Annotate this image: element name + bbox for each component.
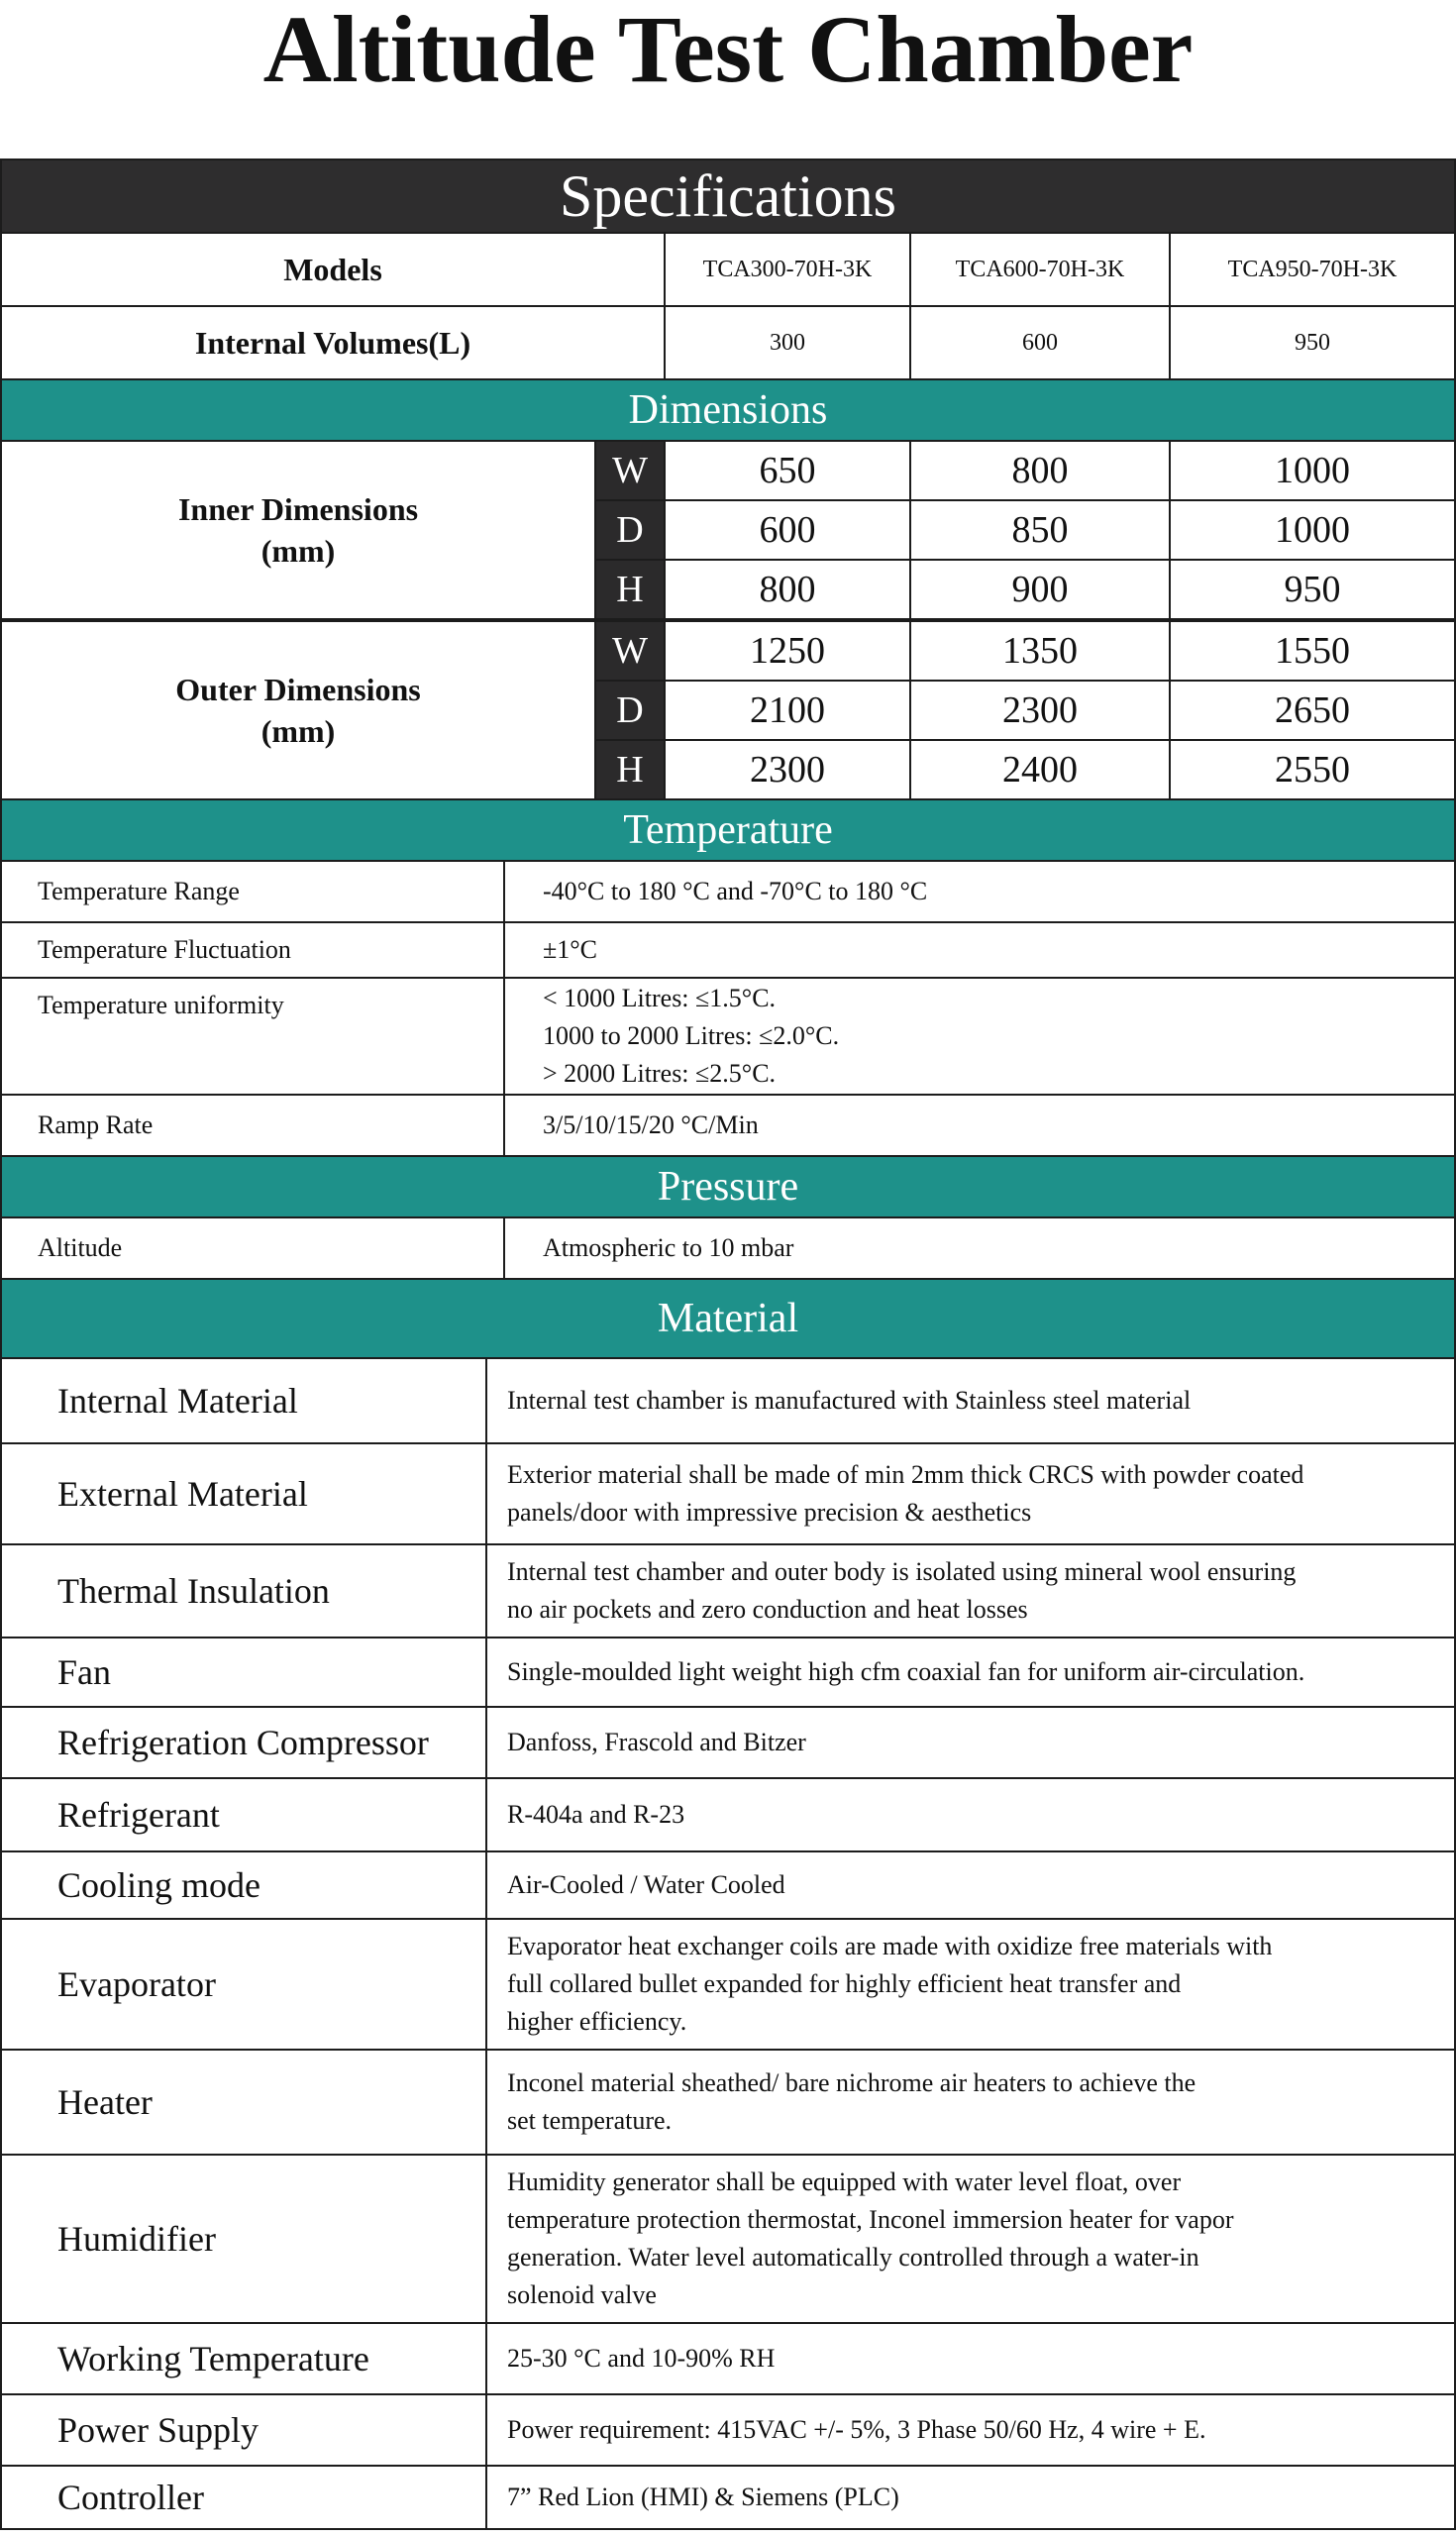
volume-value: 950 — [1169, 305, 1456, 380]
dimension-value: 650 — [664, 440, 911, 501]
internal-volumes-label: Internal Volumes(L) — [0, 305, 666, 380]
value-line: set temperature. — [507, 2106, 673, 2135]
material-row-label: Power Supply — [0, 2393, 487, 2467]
material-row-label: Humidifier — [0, 2154, 487, 2324]
value-line: 1000 to 2000 Litres: ≤2.0°C. — [543, 1021, 840, 1050]
material-row-value — [485, 1637, 1456, 1708]
models-label: Models — [0, 232, 666, 307]
axis-letter: H — [594, 559, 666, 620]
dimension-value: 1350 — [909, 620, 1171, 682]
material-row-value — [485, 2393, 1456, 2467]
dimension-value: 1550 — [1169, 620, 1456, 682]
material-row-value — [485, 2322, 1456, 2395]
value-line: R-404a and R-23 — [507, 1800, 685, 1829]
value-line: solenoid valve — [507, 2280, 657, 2309]
material-row-label: Fan — [0, 1637, 487, 1708]
temperature-heading: Temperature — [0, 798, 1456, 862]
temperature-row-label: Temperature uniformity — [0, 977, 505, 1096]
pressure-heading: Pressure — [0, 1155, 1456, 1218]
outer-dimensions-unit: (mm) — [260, 713, 336, 749]
axis-letter: D — [594, 680, 666, 741]
material-row-value — [485, 1850, 1456, 1920]
temperature-row-value: ±1°C — [503, 921, 1456, 979]
outer-dimensions-title: Outer Dimensions — [175, 672, 421, 707]
value-line: Exterior material shall be made of min 2mm thick CRCS with powder coated — [507, 1460, 1304, 1489]
specification-table — [0, 158, 1456, 2535]
value-line: Inconel material sheathed/ bare nichrome air heaters to achieve the — [507, 2068, 1196, 2097]
material-row-value — [485, 2154, 1456, 2324]
value-line: Danfoss, Frascold and Bitzer — [507, 1728, 806, 1756]
value-line: Air-Cooled / Water Cooled — [507, 1870, 785, 1899]
material-row-value — [485, 1357, 1456, 1444]
dimension-value: 850 — [909, 499, 1171, 561]
material-row-label: Heater — [0, 2049, 487, 2156]
model-name: TCA300-70H-3K — [664, 232, 911, 307]
material-row-label: Cooling mode — [0, 1850, 487, 1920]
model-name: TCA950-70H-3K — [1169, 232, 1456, 307]
value-line: Internal test chamber is manufactured with Stainless steel material — [507, 1386, 1192, 1415]
value-line: Single-moulded light weight high cfm coaxial fan for uniform air-circulation. — [507, 1657, 1305, 1686]
value-line: > 2000 Litres: ≤2.5°C. — [543, 1059, 777, 1088]
dimension-value: 1000 — [1169, 440, 1456, 501]
value-line: temperature protection thermostat, Inconel immersion heater for vapor — [507, 2205, 1234, 2234]
value-line: < 1000 Litres: ≤1.5°C. — [543, 984, 777, 1012]
value-line: Internal test chamber and outer body is isolated using mineral wool ensuring — [507, 1557, 1297, 1586]
axis-letter: D — [594, 499, 666, 561]
value-line: Evaporator heat exchanger coils are made with oxidize free materials with — [507, 1932, 1273, 1960]
material-row-value — [485, 1543, 1456, 1638]
dimension-value: 1000 — [1169, 499, 1456, 561]
material-row-value — [485, 1706, 1456, 1779]
page-title: Altitude Test Chamber — [262, 0, 1194, 102]
value-line: panels/door with impressive precision & aesthetics — [507, 1498, 1032, 1527]
dimension-value: 2650 — [1169, 680, 1456, 741]
inner-dimensions-label — [0, 440, 596, 620]
temperature-row-label: Temperature Range — [0, 860, 505, 923]
material-row-value — [485, 1918, 1456, 2051]
inner-dimensions-title: Inner Dimensions — [177, 491, 419, 527]
value-line: generation. Water level automatically controlled through a water-in — [507, 2243, 1199, 2272]
dimension-value: 2400 — [909, 739, 1171, 800]
model-name: TCA600-70H-3K — [909, 232, 1171, 307]
dimension-value: 1250 — [664, 620, 911, 682]
value-line: 25-30 °C and 10-90% RH — [507, 2344, 776, 2373]
dimension-value: 2100 — [664, 680, 911, 741]
volume-value: 600 — [909, 305, 1171, 380]
dimension-value: 950 — [1169, 559, 1456, 620]
material-row-value — [485, 1442, 1456, 1545]
temperature-row-value: 3/5/10/15/20 °C/Min — [503, 1094, 1456, 1157]
pressure-row-value: Atmospheric to 10 mbar — [503, 1216, 1456, 1280]
temperature-row-value: -40°C to 180 °C and -70°C to 180 °C — [503, 860, 1456, 923]
inner-dimensions-unit: (mm) — [260, 533, 336, 569]
material-row-label: Refrigeration Compressor — [0, 1706, 487, 1779]
value-line: Humidity generator shall be equipped with water level float, over — [507, 2167, 1182, 2196]
outer-dimensions-label — [0, 620, 596, 800]
value-line: full collared bullet expanded for highly efficient heat transfer and — [507, 1969, 1182, 1998]
pressure-row-label: Altitude — [0, 1216, 505, 1280]
material-row-value — [485, 1777, 1456, 1852]
temperature-row-label: Ramp Rate — [0, 1094, 505, 1157]
dimension-value: 900 — [909, 559, 1171, 620]
axis-letter: W — [594, 620, 666, 682]
dimension-value: 800 — [909, 440, 1171, 501]
volume-value: 300 — [664, 305, 911, 380]
material-row-label: Evaporator — [0, 1918, 487, 2051]
specifications-heading: Specifications — [0, 158, 1456, 234]
material-row-label: Controller — [0, 2465, 487, 2530]
dimension-value: 600 — [664, 499, 911, 561]
material-row-value — [485, 2049, 1456, 2156]
dimension-value: 2300 — [909, 680, 1171, 741]
dimension-value: 2550 — [1169, 739, 1456, 800]
material-row-label: Refrigerant — [0, 1777, 487, 1852]
material-heading: Material — [0, 1278, 1456, 1359]
value-line: no air pockets and zero conduction and heat losses — [507, 1595, 1028, 1624]
value-line: 7” Red Lion (HMI) & Siemens (PLC) — [507, 2483, 899, 2511]
temperature-row-label: Temperature Fluctuation — [0, 921, 505, 979]
dimensions-heading: Dimensions — [0, 378, 1456, 442]
dimension-value: 2300 — [664, 739, 911, 800]
material-row-value — [485, 2465, 1456, 2530]
temperature-row-value — [503, 977, 1456, 1096]
value-line: higher efficiency. — [507, 2007, 687, 2036]
axis-letter: W — [594, 440, 666, 501]
material-row-label: External Material — [0, 1442, 487, 1545]
material-row-label: Internal Material — [0, 1357, 487, 1444]
dimension-value: 800 — [664, 559, 911, 620]
material-row-label: Thermal Insulation — [0, 1543, 487, 1638]
material-row-label: Working Temperature — [0, 2322, 487, 2395]
axis-letter: H — [594, 739, 666, 800]
value-line: Power requirement: 415VAC +/- 5%, 3 Phase 50/60 Hz, 4 wire + E. — [507, 2415, 1206, 2444]
